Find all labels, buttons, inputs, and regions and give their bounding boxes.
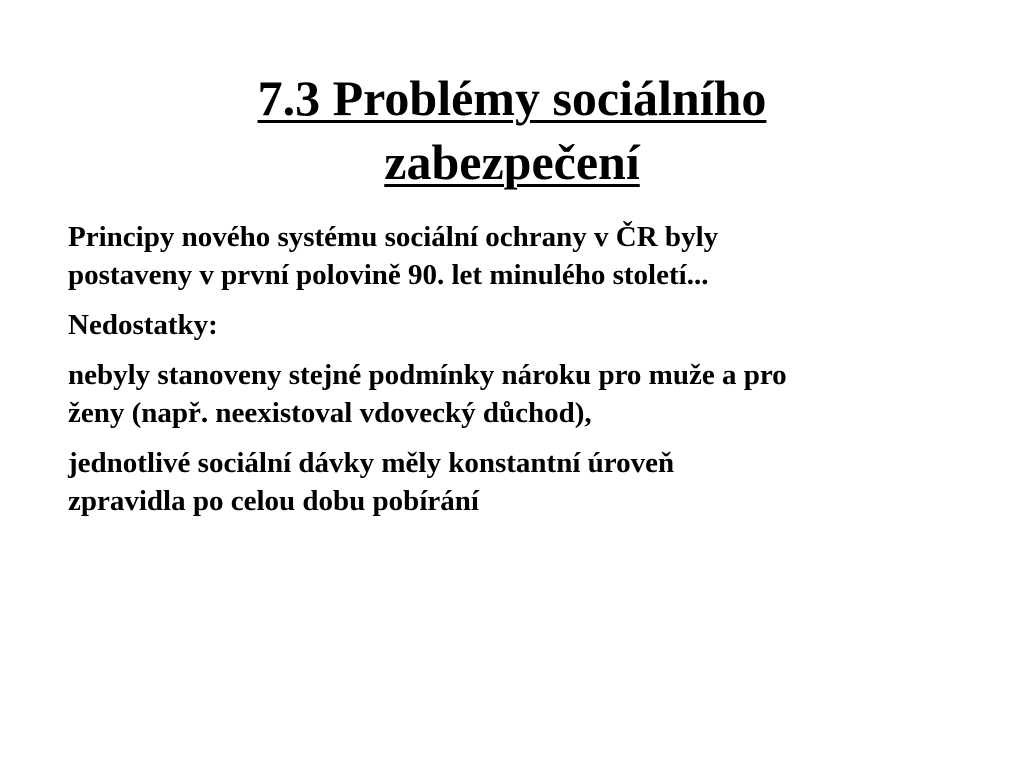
paragraph-line: nebyly stanoveny stejné podmínky nároku pro muže a pro xyxy=(68,359,787,391)
paragraph-line: jednotlivé sociální dávky měly konstantní úroveň xyxy=(68,447,675,479)
paragraph-line: postaveny v první polovině 90. let minulého století... xyxy=(68,259,709,291)
slide-body xyxy=(68,218,948,532)
slide-title-line-1: 7.3 Problémy sociálního xyxy=(257,70,767,126)
paragraph-benefits xyxy=(68,444,948,520)
paragraph-conditions xyxy=(68,356,948,432)
paragraph-line: Principy nového systému sociální ochrany v ČR byly xyxy=(68,221,719,253)
paragraph-line: Nedostatky: xyxy=(68,309,218,341)
slide-title-line-2: zabezpečení xyxy=(384,134,640,190)
paragraph-line: ženy (např. neexistoval vdovecký důchod), xyxy=(68,397,592,429)
paragraph-principles xyxy=(68,218,948,294)
paragraph-shortcomings-heading xyxy=(68,306,948,344)
paragraph-line: zpravidla po celou dobu pobírání xyxy=(68,485,479,517)
slide-title xyxy=(112,66,912,194)
